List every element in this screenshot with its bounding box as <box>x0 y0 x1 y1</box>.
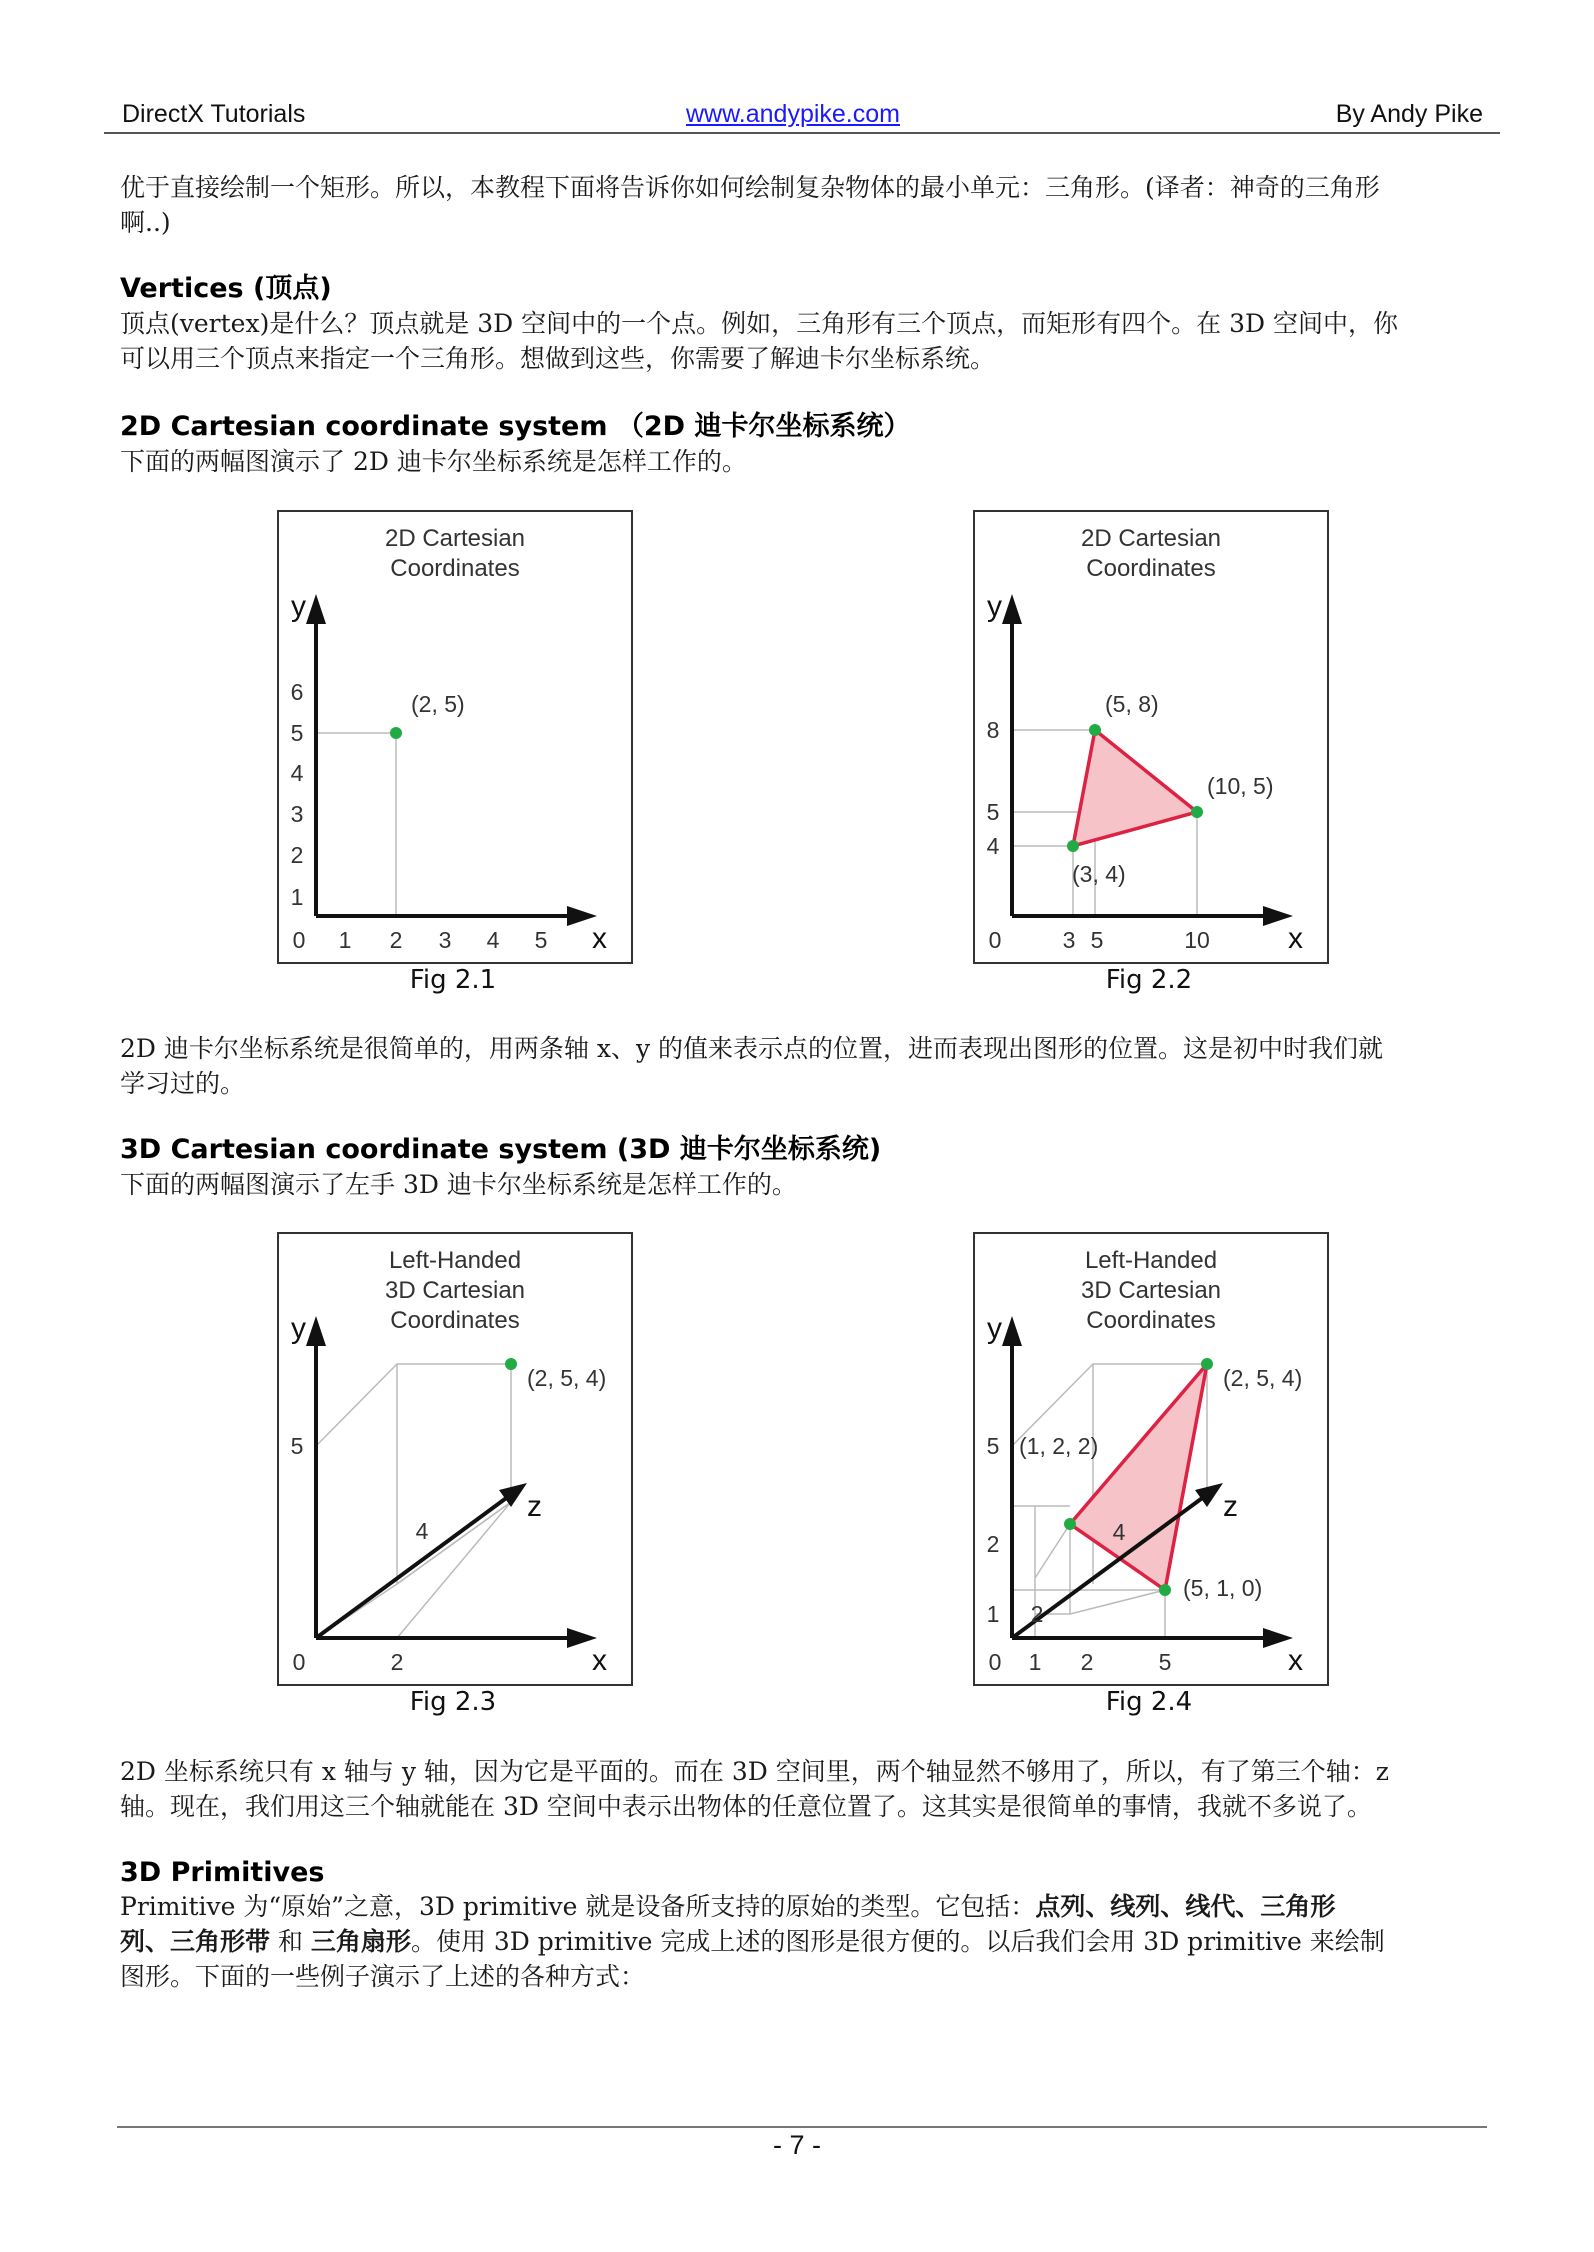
fig-2-2-caption: Fig 2.2 <box>1105 965 1193 995</box>
fig4-y-tick: 5 <box>986 1433 1000 1459</box>
primitives-emphasis: 三角扇形 <box>310 1927 411 1956</box>
vertices-line-1: 顶点(vertex)是什么？顶点就是 3D 空间中的一个点。例如，三角形有三个顶点，而矩形有四个。在 3D 空间中，你 <box>120 309 1399 338</box>
fig1-x-tick: 3 <box>438 927 452 953</box>
fig-2-4-caption: Fig 2.4 <box>1105 1687 1193 1717</box>
fig1-y-arrow <box>306 594 326 624</box>
fig2-point <box>1067 840 1079 852</box>
fig3-y-tick: 5 <box>290 1433 304 1459</box>
cartesian-3d-heading: 3D Cartesian coordinate system (3D 迪卡尔坐标系统) <box>120 1134 882 1165</box>
fig4-z-arrow <box>1195 1483 1223 1507</box>
fig2-x-tick: 0 <box>988 927 1002 953</box>
fig3-z-label: z <box>527 1490 542 1523</box>
fig2-point-label: (5, 8) <box>1105 691 1159 717</box>
primitives-text: 。使用 3D primitive 完成上述的图形是很方便的。以后我们会用 3D primitive 来绘制 <box>410 1927 1385 1956</box>
primitives-emphasis: 点列、线列、线代、三角形 <box>1035 1892 1336 1921</box>
fig4-point <box>1201 1358 1213 1370</box>
header-rule <box>104 132 1500 134</box>
fig1-y-tick: 2 <box>290 842 304 868</box>
fig4-x-tick: 1 <box>1028 1649 1042 1675</box>
header-right: By Andy Pike <box>1335 100 1483 128</box>
fig1-x-tick: 0 <box>292 927 306 953</box>
primitives-line-2 <box>120 1924 1480 1959</box>
fig1-x-tick: 5 <box>534 927 548 953</box>
fig4-z-label: z <box>1223 1490 1238 1523</box>
fig-2-3-caption: Fig 2.3 <box>409 1687 497 1717</box>
fig3-x-label: x <box>592 1644 607 1677</box>
fig3-z-tick: 4 <box>415 1518 429 1544</box>
fig2-y-label: y <box>987 590 1002 623</box>
fig1-x-tick: 1 <box>338 927 352 953</box>
fig3-y-label: y <box>291 1312 306 1345</box>
fig4-point-label: (1, 2, 2) <box>1019 1433 1099 1459</box>
primitives-line-3: 图形。下面的一些例子演示了上述的各种方式： <box>120 1962 646 1991</box>
fig4-y-tick: 1 <box>986 1601 1000 1627</box>
fig1-x-label: x <box>592 922 607 955</box>
fig4-point-label: (5, 1, 0) <box>1183 1575 1263 1601</box>
fig4-title-3: Coordinates <box>1086 1307 1216 1334</box>
figure-2-4 <box>973 1232 1329 1686</box>
fig2-y-arrow <box>1002 594 1022 624</box>
intro-line-1: 优于直接绘制一个矩形。所以，本教程下面将告诉你如何绘制复杂物体的最小单元：三角形。(译者：神奇的三角形 <box>120 173 1380 202</box>
figure-2-4-svg <box>975 1234 1327 1684</box>
fig2-y-tick: 5 <box>986 799 1000 825</box>
fig2-y-tick: 4 <box>986 833 1000 859</box>
header-link[interactable]: www.andypike.com <box>686 100 900 128</box>
fig1-point <box>390 727 402 739</box>
fig1-title-1: 2D Cartesian <box>384 525 526 552</box>
fig2-point <box>1191 806 1203 818</box>
primitives-paragraph <box>120 1889 1480 1994</box>
cartesian-3d-line-2: 轴。现在，我们用这三个轴就能在 3D 空间中表示出物体的任意位置了。这其实是很简单的事情，我就不多说了。 <box>120 1792 1372 1821</box>
figure-2-3 <box>277 1232 633 1686</box>
fig4-z-tick: 2 <box>1030 1601 1044 1627</box>
fig4-x-tick: 5 <box>1158 1649 1172 1675</box>
fig4-x-tick: 2 <box>1080 1649 1094 1675</box>
fig3-x-tick: 2 <box>390 1649 404 1675</box>
fig2-x-label: x <box>1288 922 1303 955</box>
primitives-emphasis: 列、三角形带 <box>120 1927 271 1956</box>
fig1-y-tick: 5 <box>290 720 304 746</box>
primitives-line-1 <box>120 1889 1480 1924</box>
fig2-x-tick: 10 <box>1184 927 1210 953</box>
fig4-point <box>1064 1518 1076 1530</box>
fig2-point <box>1089 724 1101 736</box>
fig4-y-arrow <box>1002 1316 1022 1346</box>
fig4-triangle <box>1070 1364 1207 1590</box>
figure-2-2 <box>973 510 1329 964</box>
fig4-point <box>1159 1584 1171 1596</box>
fig1-y-tick: 4 <box>290 760 304 786</box>
header-left: DirectX Tutorials <box>122 100 306 128</box>
primitives-heading: 3D Primitives <box>120 1857 325 1888</box>
primitives-text: Primitive 为“原始”之意，3D primitive 就是设备所支持的原始的类型。它包括： <box>120 1892 1036 1921</box>
fig4-z-tick: 4 <box>1112 1519 1126 1545</box>
fig3-z-axis <box>316 1496 509 1638</box>
page-number: - 7 - <box>772 2130 821 2160</box>
fig4-y-label: y <box>987 1312 1002 1345</box>
fig3-guide-box <box>316 1364 511 1638</box>
fig3-title-1: Left-Handed <box>388 1247 522 1274</box>
cartesian-3d-intro: 下面的两幅图演示了左手 3D 迪卡尔坐标系统是怎样工作的。 <box>120 1170 797 1199</box>
fig2-title-2: Coordinates <box>1086 555 1216 582</box>
fig3-title-2: 3D Cartesian <box>384 1277 526 1304</box>
fig4-y-tick: 2 <box>986 1531 1000 1557</box>
fig1-point-label: (2, 5) <box>411 691 465 717</box>
fig2-point-label: (10, 5) <box>1207 773 1274 799</box>
figure-2-3-svg <box>279 1234 631 1684</box>
vertices-paragraph <box>120 306 1480 376</box>
fig1-title-2: Coordinates <box>390 555 520 582</box>
fig4-x-label: x <box>1288 1644 1303 1677</box>
fig2-point-label: (3, 4) <box>1072 861 1126 887</box>
cartesian-2d-line-2: 学习过的。 <box>120 1069 246 1098</box>
fig4-point-label: (2, 5, 4) <box>1223 1365 1303 1391</box>
cartesian-3d-line-1: 2D 坐标系统只有 x 轴与 y 轴，因为它是平面的。而在 3D 空间里，两个轴显然不够用了，所以，有了第三个轴：z <box>120 1757 1389 1786</box>
cartesian-2d-line-1: 2D 迪卡尔坐标系统是很简单的，用两条轴 x、y 的值来表示点的位置，进而表现出图形的位置。这是初中时我们就 <box>120 1034 1384 1063</box>
fig2-x-tick: 5 <box>1090 927 1104 953</box>
fig1-y-tick: 6 <box>290 679 304 705</box>
fig3-point <box>505 1358 517 1370</box>
primitives-text: 和 <box>270 1927 311 1956</box>
fig3-y-arrow <box>306 1316 326 1346</box>
fig2-y-tick: 8 <box>986 717 1000 743</box>
fig2-x-tick: 3 <box>1062 927 1076 953</box>
cartesian-2d-intro: 下面的两幅图演示了 2D 迪卡尔坐标系统是怎样工作的。 <box>120 447 747 476</box>
fig1-y-tick: 1 <box>290 884 304 910</box>
footer-rule <box>117 2126 1487 2128</box>
figure-2-2-svg <box>975 512 1327 962</box>
fig1-y-label: y <box>291 590 306 623</box>
fig3-z-arrow <box>499 1483 527 1507</box>
fig1-x-tick: 4 <box>486 927 500 953</box>
fig3-title-3: Coordinates <box>390 1307 520 1334</box>
figure-2-1 <box>277 510 633 964</box>
cartesian-2d-heading: 2D Cartesian coordinate system （2D 迪卡尔坐标系统） <box>120 411 911 442</box>
fig1-x-tick: 2 <box>389 927 403 953</box>
fig4-x-tick: 0 <box>988 1649 1002 1675</box>
fig2-title-1: 2D Cartesian <box>1080 525 1222 552</box>
figure-2-1-svg <box>279 512 631 962</box>
fig4-title-1: Left-Handed <box>1084 1247 1218 1274</box>
fig3-point-label: (2, 5, 4) <box>527 1365 607 1391</box>
fig-2-1-caption: Fig 2.1 <box>409 965 497 995</box>
cartesian-2d-paragraph <box>120 1031 1480 1101</box>
fig1-y-tick: 3 <box>290 801 304 827</box>
vertices-heading: Vertices (顶点) <box>120 273 332 304</box>
intro-line-2: 啊..) <box>120 208 171 237</box>
cartesian-3d-paragraph <box>120 1754 1480 1824</box>
fig4-title-2: 3D Cartesian <box>1080 1277 1222 1304</box>
intro-paragraph <box>120 170 1480 240</box>
fig3-tick-origin: 0 <box>292 1649 306 1675</box>
fig2-triangle <box>1073 730 1197 846</box>
vertices-line-2: 可以用三个顶点来指定一个三角形。想做到这些，你需要了解迪卡尔坐标系统。 <box>120 344 996 373</box>
